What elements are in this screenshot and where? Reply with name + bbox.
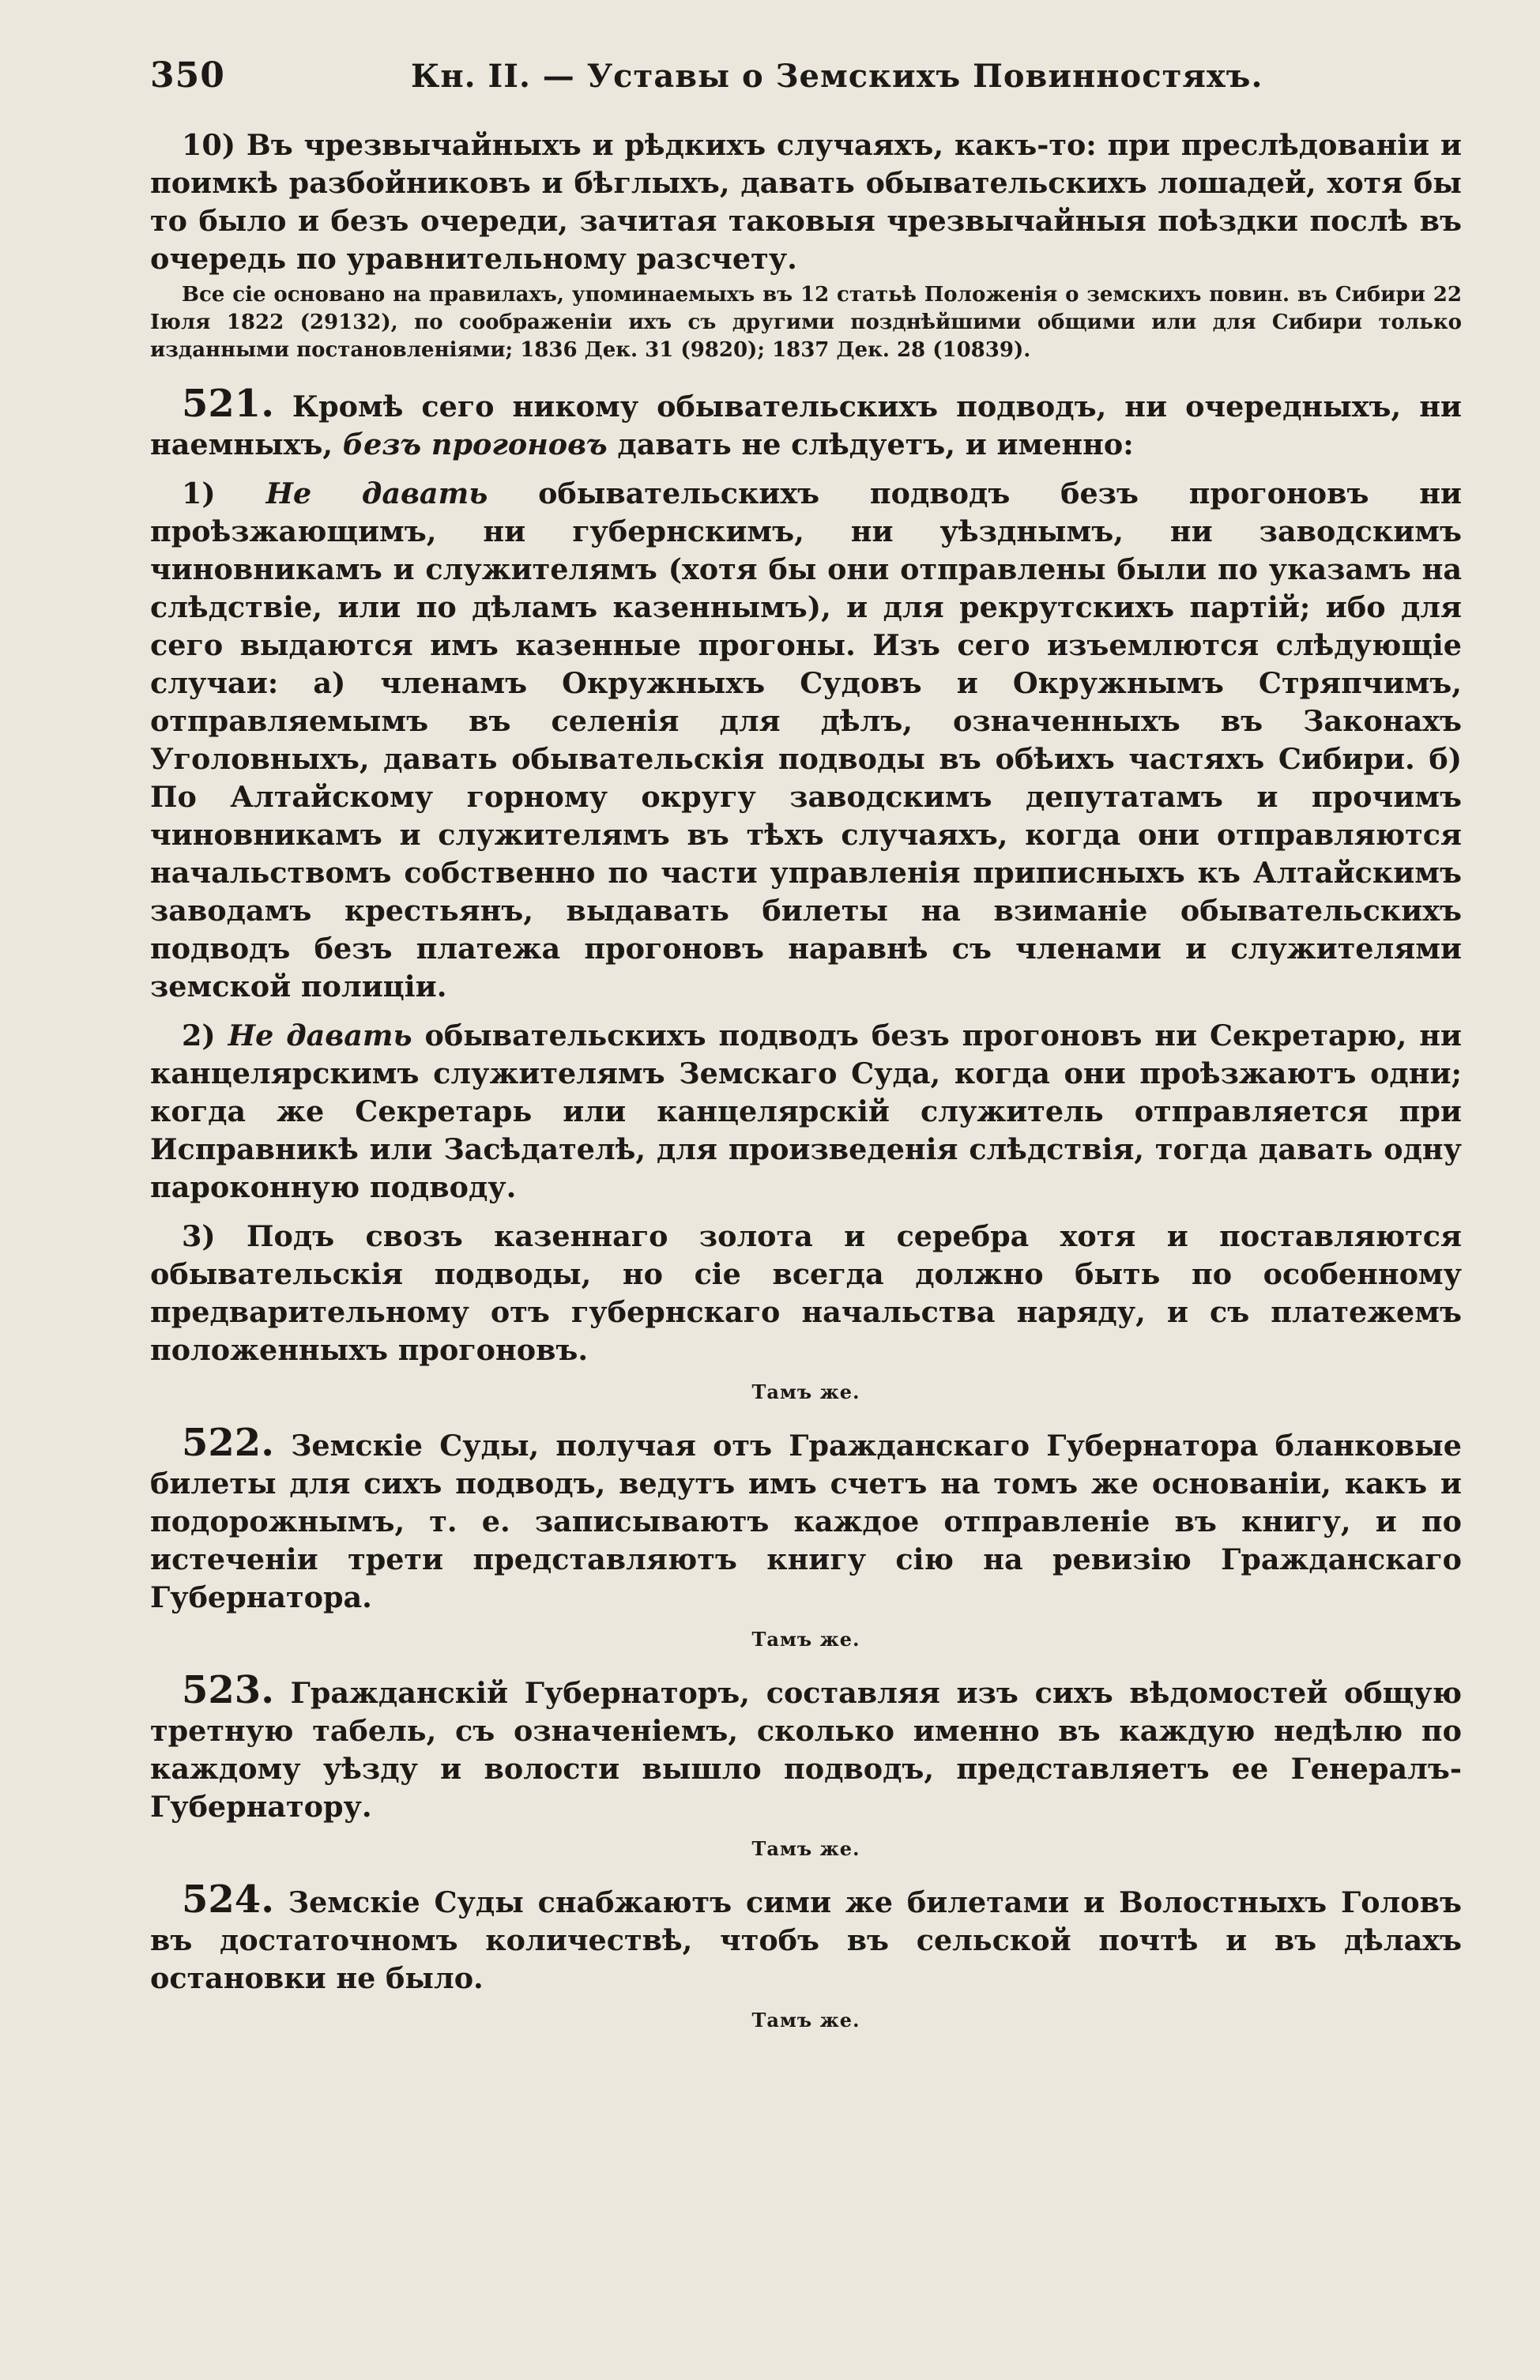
article-number: 521.: [182, 382, 274, 426]
article-number: 524.: [182, 1877, 274, 1922]
article-523: 523. Гражданскій Губернаторъ, составляя изъ сихъ вѣдомостей общую третную табель, съ означеніемъ, сколько именно въ каждую недѣлю по каждому уѣзду и волости вышло подводъ, представляетъ ее Генералъ-Губернатору.: [150, 1668, 1462, 1824]
running-header: [150, 55, 1462, 126]
article-524: 524. Земскіе Суды снабжаютъ сими же билетами и Волостныхъ Головъ въ достаточномъ количествѣ, чтобъ въ сельской почтѣ и въ дѣлахъ остановки не было.: [150, 1877, 1462, 1995]
article-number: 522.: [182, 1421, 274, 1465]
item-10: 10) Въ чрезвычайныхъ и рѣдкихъ случаяхъ, какъ-то: при преслѣдованіи и поимкѣ разбойниковъ и бѣглыхъ, давать обывательскихъ лошадей, хотя бы то было и безъ очереди, зачитая таковыя чрезвычайныя поѣздки послѣ въ очередь по уравнительному разсчету.: [150, 128, 1462, 276]
article-521-point-3: 3) Подъ свозъ казеннаго золота и серебра хотя и поставляются обывательскія подводы, но сіе всегда должно быть по особенному предварительному отъ губернскаго начальства наряду, и съ платежемъ положенныхъ прогоновъ.: [150, 1219, 1462, 1367]
article-521-point-2: 2) Не давать обывательскихъ подводъ безъ прогоновъ ни Секретарю, ни канцелярскимъ служителямъ Земскаго Суда, когда они проѣзжаютъ одни; когда же Секретарь или канцелярскій служитель отправляется при Исправникѣ или Засѣдателѣ, для произведенія слѣдствія, тогда давать одну пароконную подводу.: [150, 1019, 1462, 1204]
source-reference: Тамъ же.: [751, 1837, 860, 1860]
article-number: 523.: [182, 1668, 274, 1712]
article-521-point-1: 1) Не давать обывательскихъ подводъ безъ прогоновъ ни проѣзжающимъ, ни губернскимъ, ни уѣзднымъ, ни заводскимъ чиновникамъ и служителямъ (хотя бы они отправлены были по указамъ на слѣдствіе, или по дѣламъ казеннымъ), и для рекрутскихъ партій; ибо для сего выдаются имъ казенные прогоны. Изъ сего изъемлются слѣдующіе случаи: а) членамъ Окружныхъ Судовъ и Окружнымъ Стряпчимъ, отправляемымъ въ селенія для дѣлъ, означенныхъ въ Законахъ Уголовныхъ, давать обывательскія подводы въ обѣихъ частяхъ Сибири. б) По Алтайскому горному округу заводскимъ депутатамъ и прочимъ чиновникамъ и служителямъ въ тѣхъ случаяхъ, когда они отправляются начальствомъ собственно по части управленія приписныхъ къ Алтайскимъ заводамъ крестьянъ, выдавать билеты на взиманіе обывательскихъ подводъ безъ платежа прогоновъ наравнѣ съ членами и служителями земской полиціи.: [150, 476, 1463, 1004]
source-reference: Тамъ же.: [751, 1628, 860, 1651]
footnote-sources: Все сіе основано на правилахъ, упоминаемыхъ въ 12 статьѣ Положенія о земскихъ повин. въ Сибири 22 Іюля 1822 (29132), по соображеніи ихъ съ другими позднѣйшими общими или для Сибири только изданными постановленіями; 1836 Дек. 31 (9820); 1837 Дек. 28 (10839).: [150, 283, 1462, 362]
source-reference: Тамъ же.: [751, 2009, 860, 2032]
source-reference: Тамъ же.: [751, 1380, 860, 1403]
article-522: 522. Земскіе Суды, получая отъ Гражданскаго Губернатора бланковые билеты для сихъ подводъ, ведутъ имъ счетъ на томъ же основаніи, какъ и подорожнымъ, т. е. записываютъ каждое отправленіе въ книгу, и по истеченіи трети представляютъ книгу сію на ревизію Гражданскаго Губернатора.: [150, 1421, 1462, 1614]
running-title: Кн. II. — Уставы о Земскихъ Повинностяхъ.: [411, 58, 1263, 95]
page-number: 350: [150, 55, 225, 96]
book-page: [150, 55, 1462, 2032]
article-521-intro: 521. Кромѣ сего никому обывательскихъ подводъ, ни очередныхъ, ни наемныхъ, безъ прогоновъ давать не слѣдуетъ, и именно:: [150, 382, 1462, 461]
